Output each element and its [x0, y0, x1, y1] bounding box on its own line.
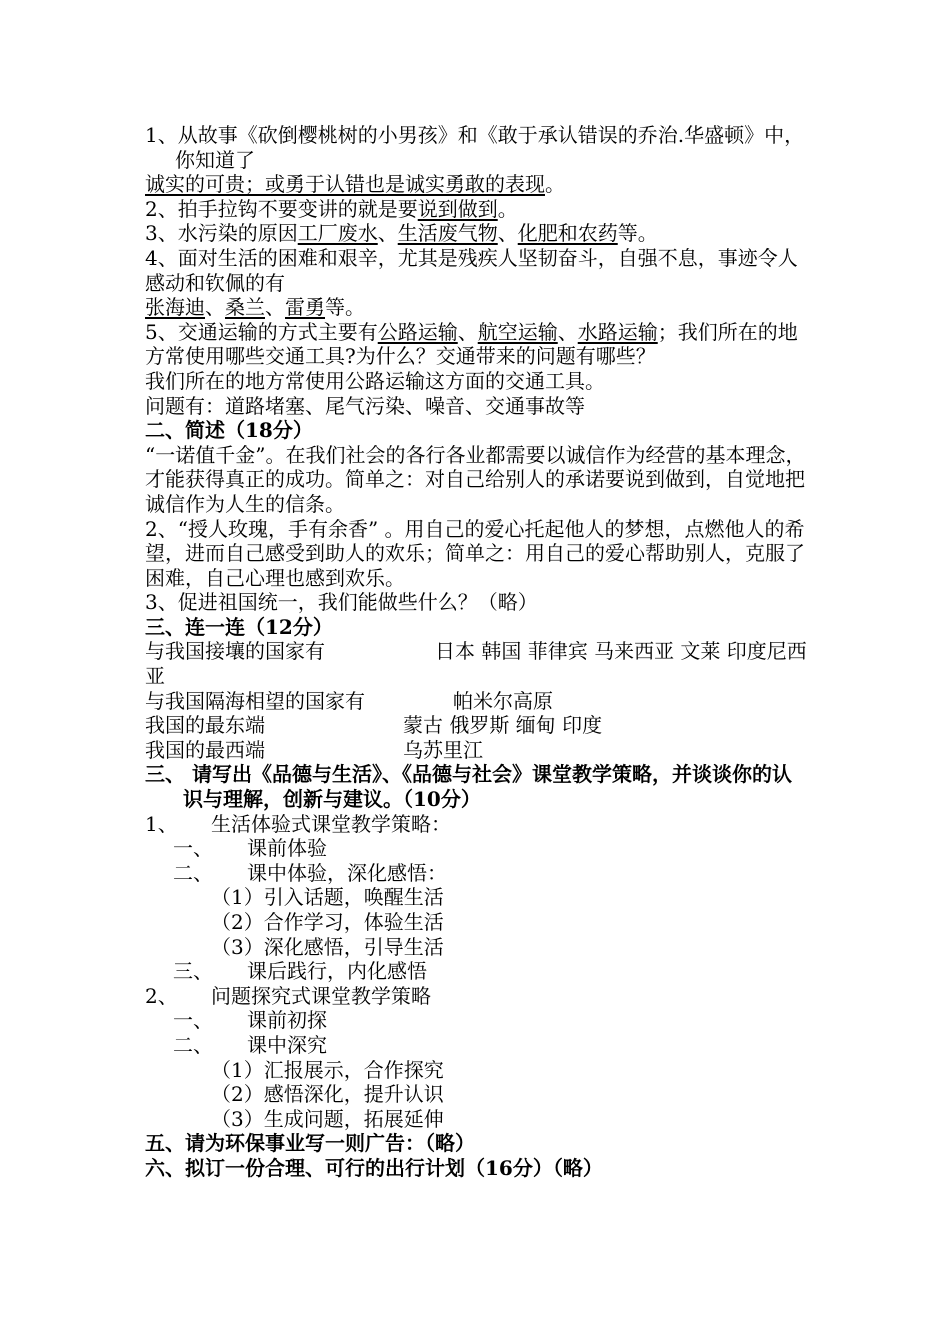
- question-1-answer: 诚实的可贵；或勇于认错也是诚实勇敢的表现: [145, 172, 545, 197]
- strategy-number: 1、: [145, 811, 178, 836]
- strategy-2-title: [145, 984, 807, 1009]
- punctuation: 、: [557, 319, 578, 344]
- question-4-answer-1: 张海迪: [145, 295, 205, 320]
- match-row-2-label: 与我国隔海相望的国家有: [145, 688, 365, 713]
- section-3-heading: 三、连一连（12分）: [145, 614, 333, 639]
- question-5-answer-line-1: 我们所在的地方常使用公路运输这方面的交通工具。: [145, 368, 605, 393]
- match-row-4: [145, 738, 807, 763]
- strategy-2-sub-3: （3）生成问题，拓展延伸: [211, 1106, 444, 1131]
- strategy-2-item-2: [145, 1033, 807, 1058]
- section-6-heading: 六、拟订一份合理、可行的出行计划（16分）（略）: [145, 1155, 603, 1180]
- strategy-2-sub-1: （1）汇报展示，合作探究: [211, 1057, 444, 1082]
- question-5-answer-2: 航空运输: [477, 319, 558, 344]
- list-item-text: 课前体验: [247, 836, 327, 861]
- match-row-3-label: 我国的最东端: [145, 713, 265, 738]
- punctuation: 等。: [325, 295, 365, 320]
- match-row-2: [145, 689, 807, 714]
- section-2-paragraph-1: “一诺值千金”。在我们社会的各行各业都需要以诚信作为经营的基本理念，才能获得真正的成功。简单之：对自己给别人的承诺要说到做到，自觉地把诚信作为人生的信条。: [145, 442, 806, 516]
- question-5-answer-line-2: 问题有：道路堵塞、尾气污染、噪音、交通事故等: [145, 393, 585, 418]
- question-4: [145, 246, 807, 295]
- match-row-1-label: 与我国接壤的国家有: [145, 639, 325, 664]
- strategy-1-sub-1: （1）引入话题，唤醒生活: [211, 885, 444, 910]
- question-4-text: 4、面对生活的困难和艰辛，尤其是残疾人坚韧奋斗，自强不息，事迹令人感动和钦佩的有: [145, 245, 798, 295]
- punctuation: 。: [545, 172, 565, 197]
- question-4-answer-2: 桑兰: [225, 295, 265, 320]
- punctuation: 、: [377, 221, 398, 246]
- list-marker: 一、: [173, 1008, 213, 1033]
- question-4-answer-3: 雷勇: [285, 295, 325, 320]
- section-2-heading: 二、简述（18分）: [145, 418, 313, 443]
- section-2-paragraph-3: 3、促进祖国统一，我们能做些什么？（略）: [145, 590, 538, 615]
- strategy-1-sub-3: （3）深化感悟，引导生活: [211, 934, 444, 959]
- punctuation: 、: [497, 221, 518, 246]
- match-row-3: [145, 713, 807, 738]
- question-3-answer-1: 工厂废水: [297, 221, 378, 246]
- section-4-heading: 三、 请写出《品德与生活》、《品德与社会》课堂教学策略，并谈谈你的认识与理解，创新与建议。（10分）: [145, 762, 792, 812]
- question-5-answer-3: 水路运输: [577, 319, 658, 344]
- list-item-text: 课中体验，深化感悟：: [247, 860, 447, 885]
- question-3: [145, 221, 807, 246]
- question-1-answer-line: [145, 172, 807, 197]
- question-2-text: 2、拍手拉钩不要变讲的就是要: [145, 196, 418, 221]
- section-2-paragraph-2: 2、“授人玫瑰，手有余香” 。用自己的爱心托起他人的梦想，点燃他人的希望，进而自己感受到助人的欢乐；简单之：用自己的爱心帮助别人，克服了困难，自己心理也感到欢乐。: [145, 516, 805, 590]
- question-3-text: 3、水污染的原因: [145, 221, 298, 246]
- match-row-4-value: 乌苏里江: [403, 737, 483, 762]
- match-row-1-value: 日本 韩国 菲律宾 马来西亚 文莱 印度尼西亚: [145, 639, 807, 689]
- list-marker: 二、: [173, 1032, 213, 1057]
- strategy-1-item-2: [145, 861, 807, 886]
- match-row-1: [145, 639, 807, 688]
- punctuation: 。: [497, 196, 518, 221]
- strategy-1-item-3: [145, 959, 807, 984]
- list-item-text: 课后践行，内化感悟: [247, 959, 427, 984]
- punctuation: 、: [265, 295, 285, 320]
- punctuation: 等。: [617, 221, 658, 246]
- question-3-answer-3: 化肥和农药: [517, 221, 618, 246]
- question-3-answer-2: 生活废气物: [397, 221, 498, 246]
- strategy-2-sub-2: （2）感悟深化，提升认识: [211, 1082, 444, 1107]
- list-item-text: 课中深究: [247, 1032, 327, 1057]
- question-1: [145, 123, 807, 172]
- match-row-4-label: 我国的最西端: [145, 737, 265, 762]
- question-5-text: 5、交通运输的方式主要有: [145, 319, 378, 344]
- strategy-title: 生活体验式课堂教学策略：: [211, 811, 451, 836]
- list-marker: 一、: [173, 836, 213, 861]
- document-page: [145, 123, 807, 1181]
- strategy-1-title: [145, 812, 807, 837]
- question-1-text: 1、从故事《砍倒樱桃树的小男孩》和《敢于承认错误的乔治.华盛顿》中，你知道了: [145, 123, 805, 172]
- question-2-answer: 说到做到: [417, 196, 498, 221]
- punctuation: 、: [457, 319, 478, 344]
- section-5-heading: 五、请为环保事业写一则广告：（略）: [145, 1131, 475, 1156]
- list-marker: 二、: [173, 860, 213, 885]
- question-5: [145, 320, 807, 369]
- question-5-rest: ；我们所在的地方常使用哪些交通工具?为什么？交通带来的问题有哪些？: [145, 319, 798, 369]
- strategy-number: 2、: [145, 983, 178, 1008]
- question-2: [145, 197, 807, 222]
- list-item-text: 课前初探: [247, 1008, 327, 1033]
- match-row-2-value: 帕米尔高原: [453, 688, 553, 713]
- strategy-1-item-1: [145, 836, 807, 861]
- strategy-title: 问题探究式课堂教学策略: [211, 983, 431, 1008]
- list-marker: 三、: [173, 959, 213, 984]
- strategy-2-item-1: [145, 1008, 807, 1033]
- strategy-1-sub-2: （2）合作学习，体验生活: [211, 910, 444, 934]
- question-5-answer-1: 公路运输: [377, 319, 458, 344]
- question-4-answer-line: [145, 295, 807, 320]
- punctuation: 、: [205, 295, 225, 320]
- match-row-3-value: 蒙古 俄罗斯 缅甸 印度: [403, 713, 603, 738]
